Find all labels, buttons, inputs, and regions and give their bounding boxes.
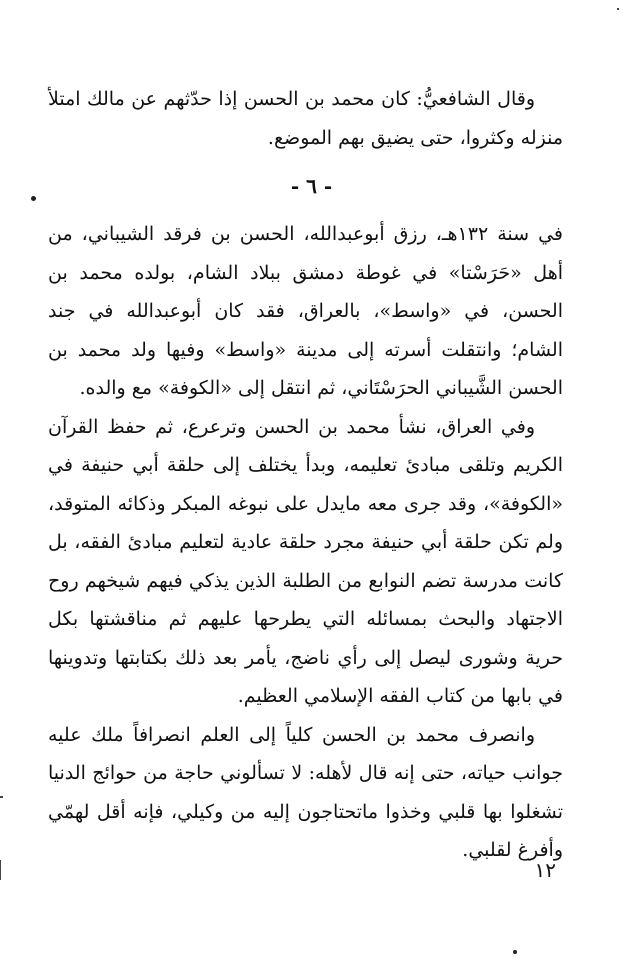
scan-edge-mark: [0, 860, 1, 880]
paragraph-iraq: وفي العراق، نشأ محمد بن الحسن وترعرع، ثم حفظ القرآن الكريم وتلقى مبادئ تعليمه، وبدأ يختلف إلى حلقة أبي حنيفة في «الكوفة»، وقد جرى معه مايدل على نبوغه المبكر وذكائه المتوقد، ولم تكن حلقة أبي حنيفة مجرد حلقة عادية لتعليم مبادئ الفقه، بل كانت مدرسة تضم النوابع من الطلبة الذين يذكي فيهم شيخهم روح الاجتهاد والبحث بمسائله التي يطرحها عليهم ثم مناقشتها بكل حرية وشورى ليصل إلى رأي ناضج، يأمر بعد ذلك بكتابتها وتدوينها في بابها من كتاب الفقه الإسلامي العظيم.: [48, 415, 563, 707]
scan-speck: [31, 196, 36, 201]
paragraph-birth: في سنة ١٣٢هـ، رزق أبوعبدالله، الحسن بن فرقد الشيباني، من أهل «حَرَسْتا» في غوطة دمشق ببلاد الشام، بولده محمد بن الحسن، في «واسط»، بالعراق، فقد كان أبوعبدالله في جند الشام؛ وانتقلت أسرته إلى مدينة «واسط» وفيها ولد محمد بن الحسن الشَّيباني الحرَسْتَاني، ثم انتقل إلى «الكوفة» مع والده.: [48, 223, 564, 399]
scan-edge-mark: [617, 8, 619, 10]
text-block-top: [48, 80, 563, 157]
paragraph-shafii-quote: وقال الشافعيُّ: كان محمد بن الحسن إذا حدّثهم عن مالك امتلأ منزله وكثروا، حتى يضيق بهم الموضع.: [48, 88, 563, 149]
section-number: - ٦ -: [290, 174, 333, 198]
page-number: ١٢: [534, 858, 556, 882]
text-block-main: [48, 215, 563, 870]
scan-speck: [513, 950, 517, 954]
scan-edge-mark: [0, 796, 3, 798]
paragraph-devotion: وانصرف محمد بن الحسن كلياً إلى العلم انصرافاً ملك عليه جوانب حياته، حتى إنه قال لأهله: لا تسألوني حاجة من حوائج الدنيا تشغلوا بها قلبي وخذوا ماتحتاجون إليه من وكيلي، فإنه أقل لهمّي وأفرغ لقلبي.: [48, 723, 563, 861]
